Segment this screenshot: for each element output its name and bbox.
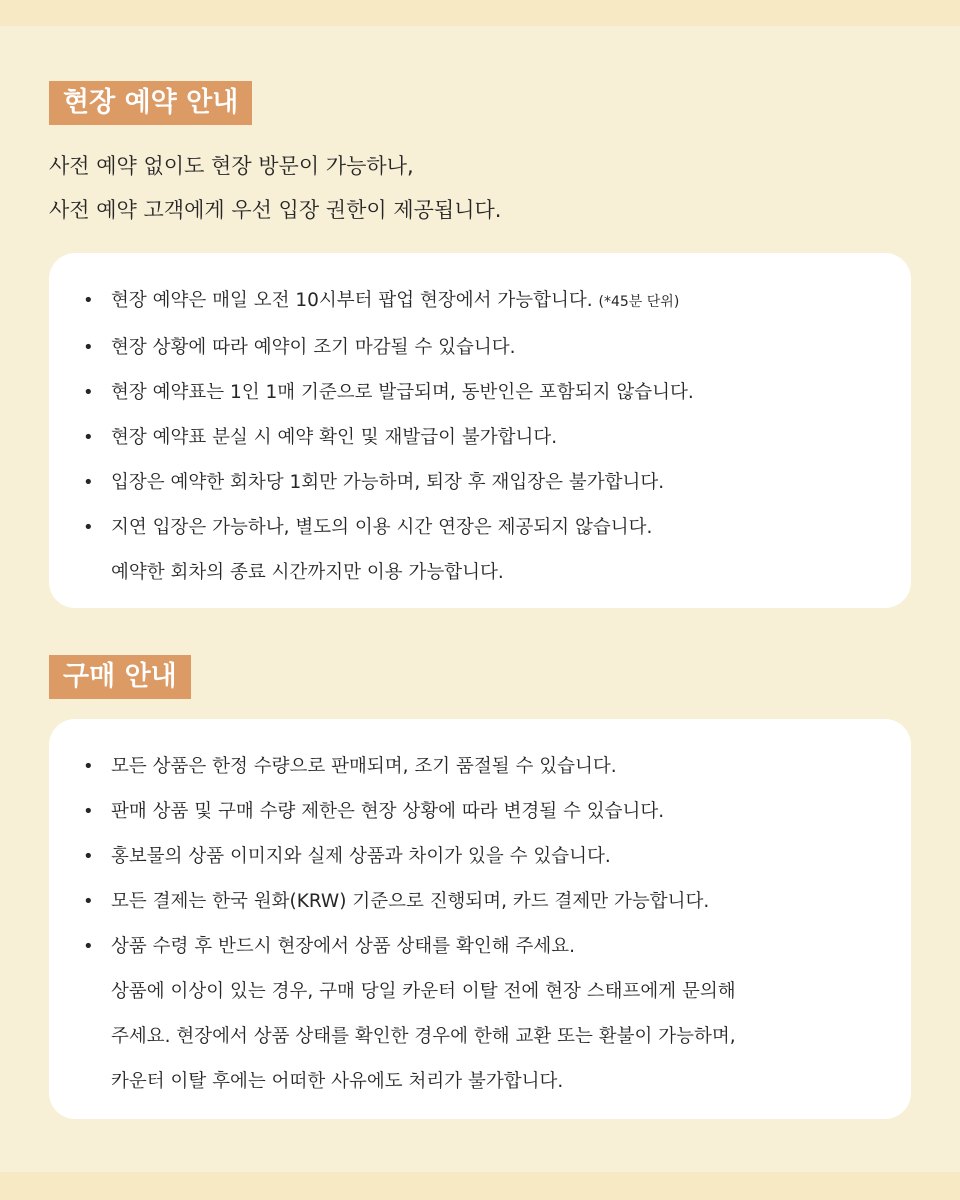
reservation-intro bbox=[49, 144, 501, 232]
bottom-band bbox=[0, 1172, 960, 1200]
list-item-text: 현장 예약표는 1인 1매 기준으로 발급되며, 동반인은 포함되지 않습니다. bbox=[111, 382, 694, 403]
reservation-intro-line: 사전 예약 고객에게 우선 입장 권한이 제공됩니다. bbox=[49, 198, 502, 222]
list-item bbox=[83, 415, 891, 460]
bullet-icon: • bbox=[83, 891, 94, 912]
list-item-text: 홍보물의 상품 이미지와 실제 상품과 차이가 있을 수 있습니다. bbox=[111, 846, 611, 867]
top-band bbox=[0, 0, 960, 26]
list-item-text-continued: 예약한 회차의 종료 시간까지만 이용 가능합니다. bbox=[111, 562, 504, 583]
bullet-icon: • bbox=[83, 846, 94, 867]
list-item-text: 모든 상품은 한정 수량으로 판매되며, 조기 품절될 수 있습니다. bbox=[111, 756, 617, 777]
purchase-list bbox=[83, 744, 891, 1104]
bullet-icon: • bbox=[83, 290, 94, 311]
list-item bbox=[83, 924, 891, 1104]
list-item-text: 상품 수령 후 반드시 현장에서 상품 상태를 확인해 주세요. bbox=[111, 936, 575, 957]
bullet-icon: • bbox=[83, 936, 94, 957]
reservation-intro-line: 사전 예약 없이도 현장 방문이 가능하나, bbox=[49, 154, 414, 178]
bullet-icon: • bbox=[83, 382, 94, 403]
bullet-icon: • bbox=[83, 756, 94, 777]
bullet-icon: • bbox=[83, 472, 94, 493]
list-item-text-continued: 카운터 이탈 후에는 어떠한 사유에도 처리가 불가합니다. bbox=[111, 1071, 564, 1092]
list-item bbox=[83, 789, 891, 834]
list-item-text: 지연 입장은 가능하나, 별도의 이용 시간 연장은 제공되지 않습니다. bbox=[111, 517, 653, 538]
list-item bbox=[83, 744, 891, 789]
list-item-text: 판매 상품 및 구매 수량 제한은 현장 상황에 따라 변경될 수 있습니다. bbox=[111, 801, 665, 822]
list-item-text: 현장 상황에 따라 예약이 조기 마감될 수 있습니다. bbox=[111, 337, 516, 358]
list-item bbox=[83, 460, 891, 505]
list-item-text: 현장 예약은 매일 오전 10시부터 팝업 현장에서 가능합니다. bbox=[111, 290, 593, 311]
bullet-icon: • bbox=[83, 427, 94, 448]
list-item bbox=[83, 370, 891, 415]
list-item-text-continued: 상품에 이상이 있는 경우, 구매 당일 카운터 이탈 전에 현장 스태프에게 문의해 bbox=[111, 981, 736, 1002]
reservation-card bbox=[49, 253, 911, 608]
purchase-section-title: 구매 안내 bbox=[49, 655, 191, 699]
reservation-list bbox=[83, 278, 891, 595]
list-item bbox=[83, 278, 891, 325]
bullet-icon: • bbox=[83, 801, 94, 822]
list-item-text-continued: 주세요. 현장에서 상품 상태를 확인한 경우에 한해 교환 또는 환불이 가능하며, bbox=[111, 1026, 736, 1047]
bullet-icon: • bbox=[83, 337, 94, 358]
list-item bbox=[83, 879, 891, 924]
list-item bbox=[83, 505, 891, 595]
list-item-text: 현장 예약표 분실 시 예약 확인 및 재발급이 불가합니다. bbox=[111, 427, 558, 448]
list-item bbox=[83, 834, 891, 879]
bullet-icon: • bbox=[83, 517, 94, 538]
reservation-section-title: 현장 예약 안내 bbox=[49, 81, 252, 125]
list-item-text: 입장은 예약한 회차당 1회만 가능하며, 퇴장 후 재입장은 불가합니다. bbox=[111, 472, 665, 493]
purchase-card bbox=[49, 719, 911, 1119]
list-item-text: 모든 결제는 한국 원화(KRW) 기준으로 진행되며, 카드 결제만 가능합니다. bbox=[111, 891, 710, 912]
list-item-note: (*45분 단위) bbox=[598, 294, 680, 310]
list-item bbox=[83, 325, 891, 370]
